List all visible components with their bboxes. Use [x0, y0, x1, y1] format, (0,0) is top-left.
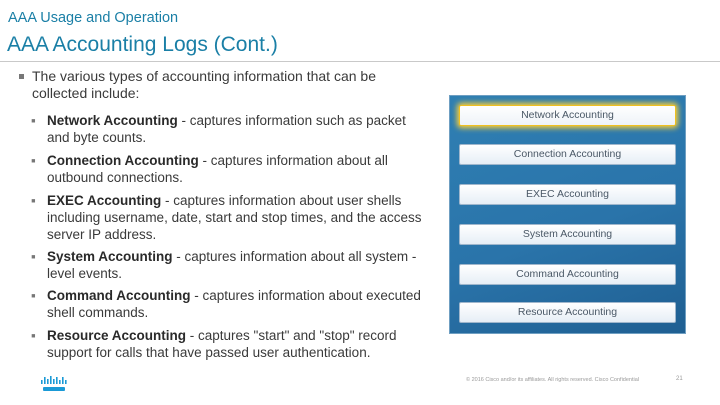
page-number: 21	[676, 376, 683, 382]
resource-accounting-button[interactable]: Resource Accounting	[459, 302, 676, 323]
section-label: AAA Usage and Operation	[8, 10, 179, 26]
list-item-desc: - captures information about all outbound connections.	[47, 153, 388, 185]
list-item-desc: - captures information about user shells including username, date, start and stop times, and the access server IP address.	[47, 193, 422, 242]
list-item-term: Command Accounting	[47, 288, 191, 303]
bullet-icon: ▪	[31, 328, 36, 343]
list-item-desc: - captures information such as packet and byte counts.	[47, 113, 406, 145]
intro-bullet	[19, 68, 419, 102]
connection-accounting-button[interactable]: Connection Accounting	[459, 144, 676, 165]
bullet-icon: ▪	[31, 193, 36, 208]
network-accounting-button[interactable]: Network Accounting	[459, 105, 676, 126]
list-item-term: System Accounting	[47, 249, 173, 264]
title-divider	[0, 61, 720, 62]
list-item-desc: - captures information about all system -level events.	[47, 249, 417, 281]
list-item	[31, 152, 426, 186]
command-accounting-button[interactable]: Command Accounting	[459, 264, 676, 285]
square-bullet-icon	[19, 74, 24, 79]
system-accounting-button[interactable]: System Accounting	[459, 224, 676, 245]
cisco-logo-icon	[40, 375, 68, 393]
list-item-desc: - captures information about executed shell commands.	[47, 288, 421, 320]
list-item-term: EXEC Accounting	[47, 193, 162, 208]
list-item-desc: - captures "start" and "stop" record support for calls that have passed user authentication.	[47, 328, 397, 360]
bullet-icon: ▪	[31, 249, 36, 264]
exec-accounting-button[interactable]: EXEC Accounting	[459, 184, 676, 205]
accounting-types-panel	[449, 95, 686, 334]
list-item	[31, 192, 426, 243]
list-item	[31, 327, 426, 361]
bullet-icon: ▪	[31, 153, 36, 168]
list-item	[31, 248, 426, 282]
list-item-term: Connection Accounting	[47, 153, 199, 168]
bullet-icon: ▪	[31, 113, 36, 128]
bullet-icon: ▪	[31, 288, 36, 303]
list-item-term: Network Accounting	[47, 113, 178, 128]
intro-text: The various types of accounting information that can be collected include:	[32, 68, 376, 101]
list-item	[31, 112, 426, 146]
copyright-footer: © 2016 Cisco and/or its affiliates. All rights reserved. Cisco Confidential	[466, 377, 640, 383]
page-title: AAA Accounting Logs (Cont.)	[7, 33, 278, 56]
list-item	[31, 287, 426, 321]
list-item-term: Resource Accounting	[47, 328, 187, 343]
